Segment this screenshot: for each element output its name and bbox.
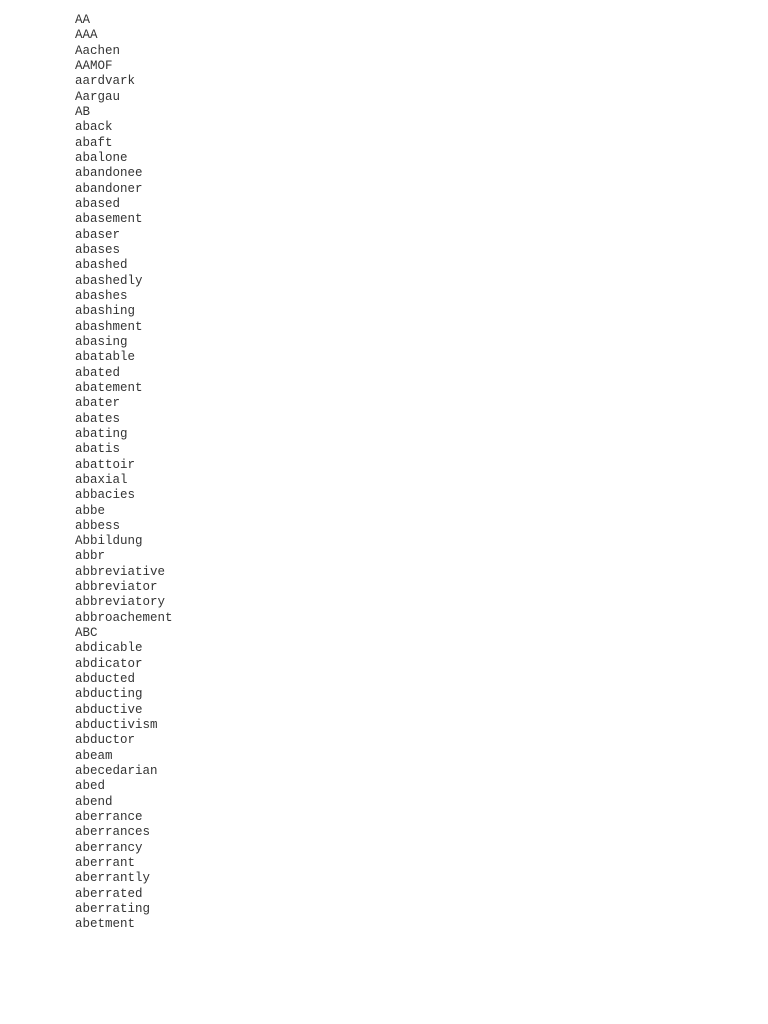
list-item: aberrance (75, 810, 143, 825)
list-item: abattoir (75, 457, 136, 472)
list-item: AAMOF (75, 58, 113, 73)
list-item: abasing (75, 334, 128, 349)
list-item: abbe (75, 503, 106, 518)
list-item: aberrated (75, 886, 143, 901)
list-item: abatable (75, 350, 136, 365)
list-item: abasement (75, 212, 143, 227)
list-item: AAA (75, 28, 98, 43)
list-item: abeam (75, 748, 113, 763)
list-item: abashing (75, 304, 136, 319)
list-item: aberrantly (75, 871, 151, 886)
list-item: abaxial (75, 472, 128, 487)
list-item: abetment (75, 917, 136, 932)
list-item: abatement (75, 380, 143, 395)
list-item: abased (75, 196, 121, 211)
list-item: aberrant (75, 856, 136, 871)
list-item: abaser (75, 227, 121, 242)
list-item: aback (75, 120, 113, 135)
list-item: abashedly (75, 273, 143, 288)
list-item: aardvark (75, 74, 136, 89)
list-item: abandonee (75, 166, 143, 181)
list-item: abbacies (75, 488, 136, 503)
list-item: abend (75, 794, 113, 809)
list-item: abdicator (75, 656, 143, 671)
list-item: abbreviator (75, 580, 158, 595)
list-item: abductivism (75, 718, 158, 733)
list-item: AB (75, 104, 91, 119)
list-item: abalone (75, 150, 128, 165)
list-item: aberrances (75, 825, 151, 840)
list-item: abashment (75, 319, 143, 334)
list-item: abater (75, 396, 121, 411)
list-item: abducted (75, 672, 136, 687)
list-item: abbess (75, 518, 121, 533)
list-item: abaft (75, 135, 113, 150)
list-item: aberrancy (75, 840, 143, 855)
list-item: abductive (75, 702, 143, 717)
list-item: abducting (75, 687, 143, 702)
list-item: ABC (75, 626, 98, 641)
list-item: aberrating (75, 902, 151, 917)
list-item: abating (75, 426, 128, 441)
list-item: abbroachement (75, 610, 173, 625)
list-item: abated (75, 365, 121, 380)
list-item: abbreviatory (75, 595, 166, 610)
list-item: abbr (75, 549, 106, 564)
list-item: abashes (75, 288, 128, 303)
list-item: abashed (75, 258, 128, 273)
list-item: abates (75, 411, 121, 426)
word-list (75, 13, 173, 933)
list-item: abductor (75, 733, 136, 748)
list-item: Aargau (75, 89, 121, 104)
list-item: abed (75, 779, 106, 794)
list-item: abases (75, 242, 121, 257)
list-item: abbreviative (75, 564, 166, 579)
list-item: abdicable (75, 641, 143, 656)
list-item: abecedarian (75, 764, 158, 779)
list-item: AA (75, 13, 91, 27)
list-item: Abbildung (75, 534, 143, 549)
list-item: abatis (75, 442, 121, 457)
list-item: abandoner (75, 181, 143, 196)
list-item: Aachen (75, 43, 121, 58)
